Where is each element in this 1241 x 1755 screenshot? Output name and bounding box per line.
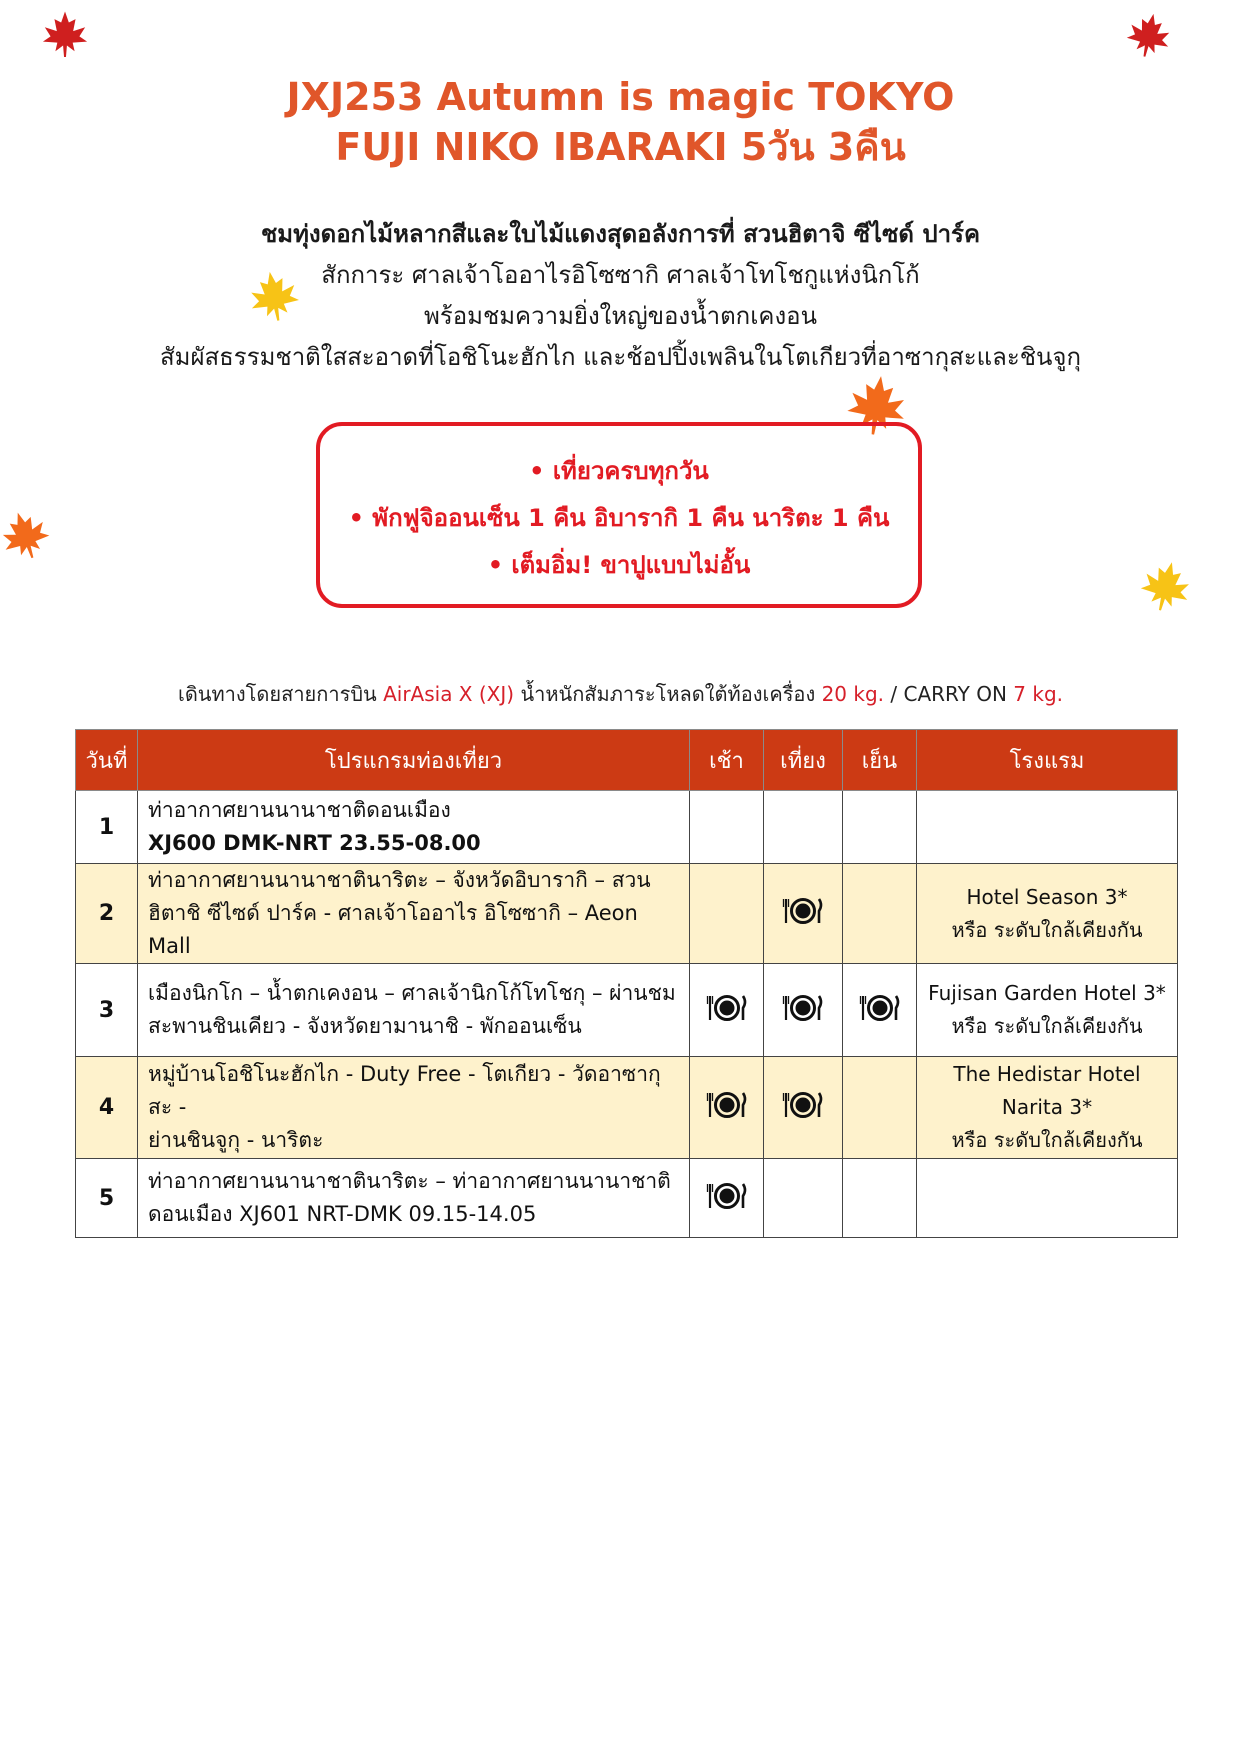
- header-program: โปรแกรมท่องเที่ยว: [138, 730, 690, 791]
- highlight-item: • พักฟูจิออนเซ็น 1 คืน อิบารากิ 1 คืน นาริตะ 1 คืน: [348, 504, 890, 532]
- program-line: ฮิตาชิ ซีไซด์ ปาร์ค - ศาลเจ้าโออาไร อิโซซากิ – Aeon Mall: [148, 901, 638, 958]
- lunch-cell: [764, 964, 843, 1057]
- breakfast-cell: [690, 864, 764, 964]
- hotel-note: หรือ ระดับใกล้เคียงกัน: [951, 1014, 1143, 1038]
- program-line: สะพานชินเคียว - จังหวัดยามานาชิ - พักออนเซ็น: [148, 1014, 582, 1038]
- dinner-cell: [843, 964, 917, 1057]
- program-line: หมู่บ้านโอชิโนะฮักไก - Duty Free - โตเกียว - วัดอาซากุสะ -: [148, 1062, 661, 1119]
- meal-plate-icon: [706, 1090, 748, 1120]
- dinner-cell: [843, 791, 917, 864]
- table-header-row: [76, 730, 1178, 791]
- table-row: [76, 1057, 1178, 1159]
- description-line-2: สักการะ ศาลเจ้าโออาไรอิโซซากิ ศาลเจ้าโทโชกูแห่งนิกโก้: [321, 261, 920, 289]
- program-cell: [138, 1159, 690, 1238]
- carry-on-label: / CARRY ON: [890, 682, 1007, 706]
- day-number: 4: [76, 1057, 138, 1159]
- itinerary-table: [75, 729, 1178, 1238]
- dinner-cell: [843, 864, 917, 964]
- table-row: [76, 791, 1178, 864]
- table-row: [76, 864, 1178, 964]
- meal-plate-icon: [706, 993, 748, 1023]
- program-line: ท่าอากาศยานนานาชาติดอนเมือง: [148, 798, 451, 822]
- program-line: ย่านชินจูกุ - นาริตะ: [148, 1128, 324, 1152]
- day-number: 5: [76, 1159, 138, 1238]
- maple-leaf-red-icon: [40, 10, 90, 58]
- day-number: 3: [76, 964, 138, 1057]
- header-hotel: โรงแรม: [917, 730, 1178, 791]
- checked-baggage-weight: 20 kg.: [821, 682, 885, 706]
- hotel-cell: [917, 1159, 1178, 1238]
- lunch-cell: [764, 864, 843, 964]
- hotel-name: Hotel Season 3*: [966, 884, 1128, 909]
- hotel-name: Fujisan Garden Hotel 3*: [928, 981, 1166, 1005]
- title-line-2: FUJI NIKO IBARAKI 5วัน 3คืน: [335, 125, 906, 169]
- program-line: ท่าอากาศยานนานาชาตินาริตะ – ท่าอากาศยานนานาชาติ: [148, 1169, 671, 1193]
- highlight-item: • เต็มอิ่ม! ขาปูแบบไม่อั้น: [487, 551, 751, 579]
- baggage-label: น้ำหนักสัมภาระโหลดใต้ท้องเครื่อง: [520, 682, 816, 706]
- maple-leaf-orange-icon: [0, 496, 59, 574]
- table-row: [76, 1159, 1178, 1238]
- header-breakfast: เช้า: [690, 730, 764, 791]
- program-cell: [138, 791, 690, 864]
- lunch-cell: [764, 791, 843, 864]
- program-cell: [138, 1057, 690, 1159]
- description-line-4: สัมผัสธรรมชาติใสสะอาดที่โอชิโนะฮักไก และช้อปปิ้งเพลินในโตเกียวที่อาซากุสะและชินจูกุ: [159, 343, 1082, 371]
- day-number: 1: [76, 791, 138, 864]
- dinner-cell: [843, 1159, 917, 1238]
- hotel-cell: [917, 791, 1178, 864]
- breakfast-cell: [690, 964, 764, 1057]
- program-line: XJ600 DMK-NRT 23.55-08.00: [148, 831, 481, 855]
- hotel-note: หรือ ระดับใกล้เคียงกัน: [951, 917, 1143, 942]
- breakfast-cell: [690, 791, 764, 864]
- hotel-name-cont: Narita 3*: [1001, 1095, 1093, 1119]
- meal-plate-icon: [782, 993, 824, 1023]
- breakfast-cell: [690, 1159, 764, 1238]
- program-cell: [138, 964, 690, 1057]
- header-day: วันที่: [76, 730, 138, 791]
- program-cell: [138, 864, 690, 964]
- highlights-box: [316, 422, 922, 608]
- page-title: [0, 72, 1241, 172]
- description-line-1: ชมทุ่งดอกไม้หลากสีและใบไม้แดงสุดอลังการที่ สวนฮิตาจิ ซีไซด์ ปาร์ค: [261, 220, 980, 248]
- meal-plate-icon: [782, 896, 824, 926]
- hotel-note: หรือ ระดับใกล้เคียงกัน: [951, 1128, 1143, 1152]
- program-line: ท่าอากาศยานนานาชาตินาริตะ – จังหวัดอิบารากิ – สวน: [148, 868, 651, 892]
- description-line-3: พร้อมชมความยิ่งใหญ่ของน้ำตกเคงอน: [424, 302, 817, 330]
- table-row: [76, 964, 1178, 1057]
- hotel-cell: [917, 864, 1178, 964]
- airline-name: AirAsia X (XJ): [383, 682, 515, 706]
- day-number: 2: [76, 864, 138, 964]
- highlight-item: • เที่ยวครบทุกวัน: [529, 457, 709, 485]
- hotel-cell: [917, 1057, 1178, 1159]
- maple-leaf-yellow-icon: [1134, 554, 1197, 617]
- meal-plate-icon: [859, 993, 901, 1023]
- meal-plate-icon: [782, 1090, 824, 1120]
- breakfast-cell: [690, 1057, 764, 1159]
- title-line-1: JXJ253 Autumn is magic TOKYO: [286, 75, 955, 119]
- header-lunch: เที่ยง: [764, 730, 843, 791]
- flight-info-prefix: เดินทางโดยสายการบิน: [177, 682, 377, 706]
- header-dinner: เย็น: [843, 730, 917, 791]
- lunch-cell: [764, 1057, 843, 1159]
- flight-info: [0, 678, 1241, 710]
- program-line: เมืองนิกโก – น้ำตกเคงอน – ศาลเจ้านิกโก้โทโชกุ – ผ่านชม: [148, 981, 676, 1005]
- tour-description: [0, 214, 1241, 378]
- meal-plate-icon: [706, 1181, 748, 1211]
- carry-on-weight: 7 kg.: [1013, 682, 1064, 706]
- dinner-cell: [843, 1057, 917, 1159]
- program-line: ดอนเมือง XJ601 NRT-DMK 09.15-14.05: [148, 1202, 537, 1226]
- hotel-cell: [917, 964, 1178, 1057]
- lunch-cell: [764, 1159, 843, 1238]
- maple-leaf-red-icon: [1121, 8, 1178, 63]
- hotel-name: The Hedistar Hotel: [953, 1062, 1141, 1086]
